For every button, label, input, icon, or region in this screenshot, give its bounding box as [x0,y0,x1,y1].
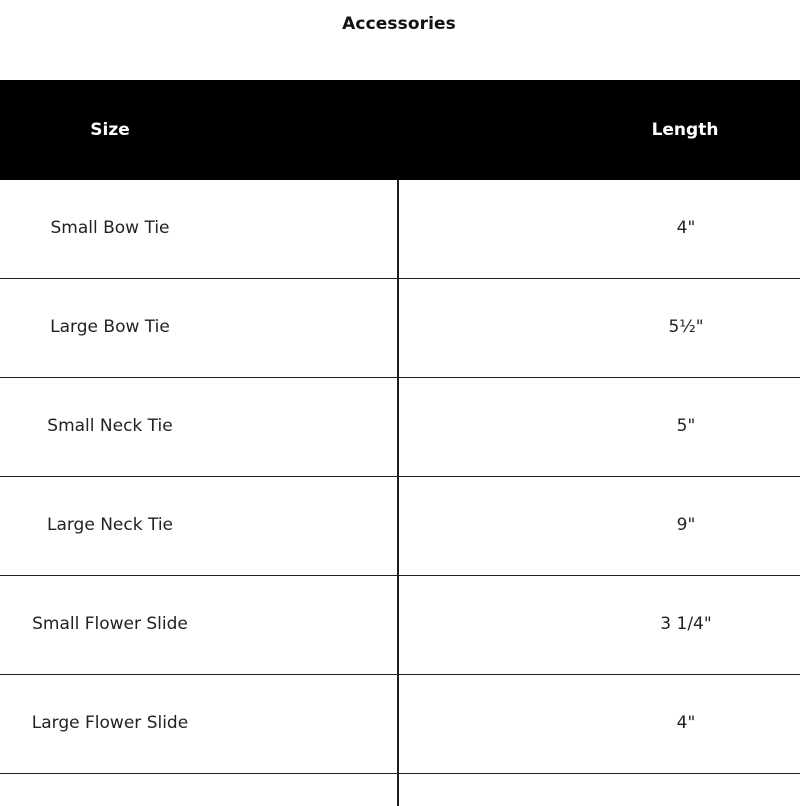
row-length: 4" [676,713,696,733]
row-size: Large Bow Tie [50,317,170,337]
row-size: Small Bow Tie [50,218,170,238]
row-size: Large Neck Tie [46,515,174,535]
row-length: 5½" [668,317,704,337]
table-row [0,279,800,378]
row-size: Large Flower Slide [31,713,189,733]
row-length: 3 1/4" [660,614,712,634]
column-divider [397,774,399,806]
table-row [0,180,800,279]
accessories-table [0,80,800,806]
table-row [0,477,800,576]
header-length: Length [651,120,719,140]
table-row-partial [0,774,800,806]
table-row [0,675,800,774]
row-size: Small Neck Tie [47,416,173,436]
row-size: Small Flower Slide [32,614,188,634]
row-length: 9" [676,515,696,535]
page-title: Accessories [342,14,456,34]
table-header-row [0,80,800,180]
table-row [0,576,800,675]
row-length: 4" [676,218,696,238]
table-row [0,378,800,477]
row-length: 5" [676,416,696,436]
header-size: Size [90,120,130,140]
